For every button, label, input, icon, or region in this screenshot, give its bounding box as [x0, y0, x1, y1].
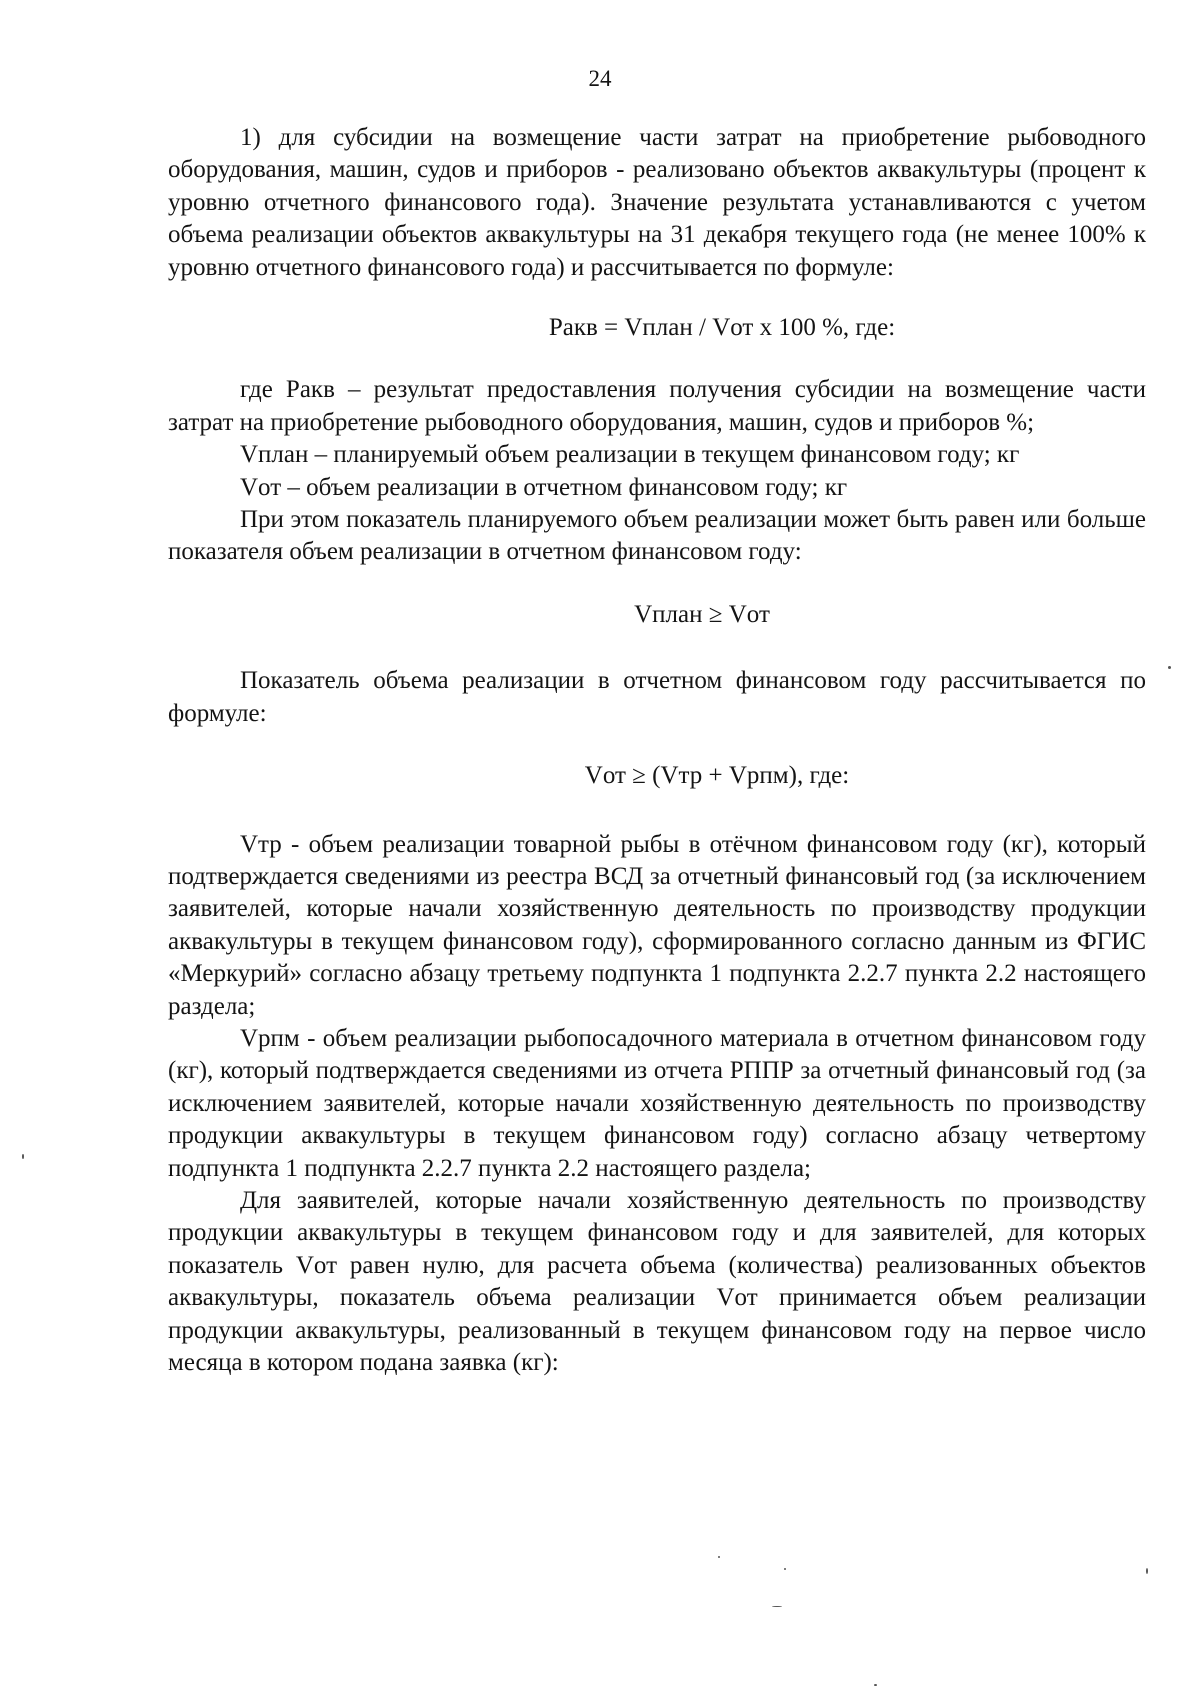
- scan-speck: [1146, 1568, 1148, 1574]
- page-number: 24: [588, 66, 612, 91]
- paragraph-9: Для заявителей, которые начали хозяйственную деятельность по производству продукции аквакультуры в текущем финансовом году и для заявителей, для которых показатель Vот равен нулю, для расчета объема (количества) реализованных объектов аквакультуры, показатель объема реализации Vот принимается объем реализации продукции аквакультуры, реализованный в текущем финансовом году на первое число месяца в котором подана заявка (кг):: [168, 1186, 1146, 1376]
- scan-speck: [22, 1154, 24, 1159]
- formula-result: Ракв = Vплан / Vот х 100 %, где:: [548, 314, 896, 342]
- document-body: [168, 122, 1146, 1379]
- formula-plan-inequality: Vплан ≥ Vот: [634, 600, 770, 628]
- scan-speck: [1168, 666, 1171, 669]
- paragraph-8: Vрпм - объем реализации рыбопосадочного материала в отчетном финансовом году (кг), который подтверждается сведениями из отчета РППР за отчетный финансовый год (за исключением заявителей, которые начали хозяйственную деятельность по производству продукции аквакультуры в текущем финансовом году) согласно абзацу четвертому подпункта 1 подпункта 2.2.7 пункта 2.2 настоящего раздела;: [168, 1024, 1146, 1182]
- scan-speck: [718, 1556, 720, 1558]
- paragraph-7: Vтр - объем реализации товарной рыбы в отёчном финансовом году (кг), который подтверждается сведениями из реестра ВСД за отчетный финансовый год (за исключением заявителей, которые начали хозяйственную деятельность по производству продукции аквакультуры в текущем финансовом году), сформированного согласно данным из ФГИС «Меркурий» согласно абзацу третьему подпункта 1 подпункта 2.2.7 пункта 2.2 настоящего раздела;: [168, 830, 1146, 1020]
- paragraph-5: При этом показатель планируемого объем реализации может быть равен или больше показателя объем реализации в отчетном финансовом году:: [168, 506, 1146, 566]
- paragraph-2: где Ракв – результат предоставления получения субсидии на возмещение части затрат на приобретение рыбоводного оборудования, машин, судов и приборов %;: [168, 376, 1146, 436]
- formula-volume: Vот ≥ (Vтр + Vрпм), где:: [584, 762, 850, 790]
- paragraph-6: Показатель объема реализации в отчетном финансовом году рассчитывается по формуле:: [168, 667, 1146, 727]
- scan-speck: [784, 1568, 786, 1570]
- paragraph-4: Vот – объем реализации в отчетном финансовом году; кг: [240, 473, 848, 501]
- paragraph-1: 1) для субсидии на возмещение части затрат на приобретение рыбоводного оборудования, машин, судов и приборов - реализовано объектов аквакультуры (процент к уровню отчетного финансового года). Значение результата устанавливаются с учетом объема реализации объектов аквакультуры на 31 декабря текущего года (не менее 100% к уровню отчетного финансового года) и рассчитывается по формуле:: [168, 124, 1146, 281]
- scan-speck: [772, 1606, 782, 1607]
- scan-speck: [874, 1684, 877, 1686]
- paragraph-3: Vплан – планируемый объем реализации в текущем финансовом году; кг: [240, 441, 1020, 469]
